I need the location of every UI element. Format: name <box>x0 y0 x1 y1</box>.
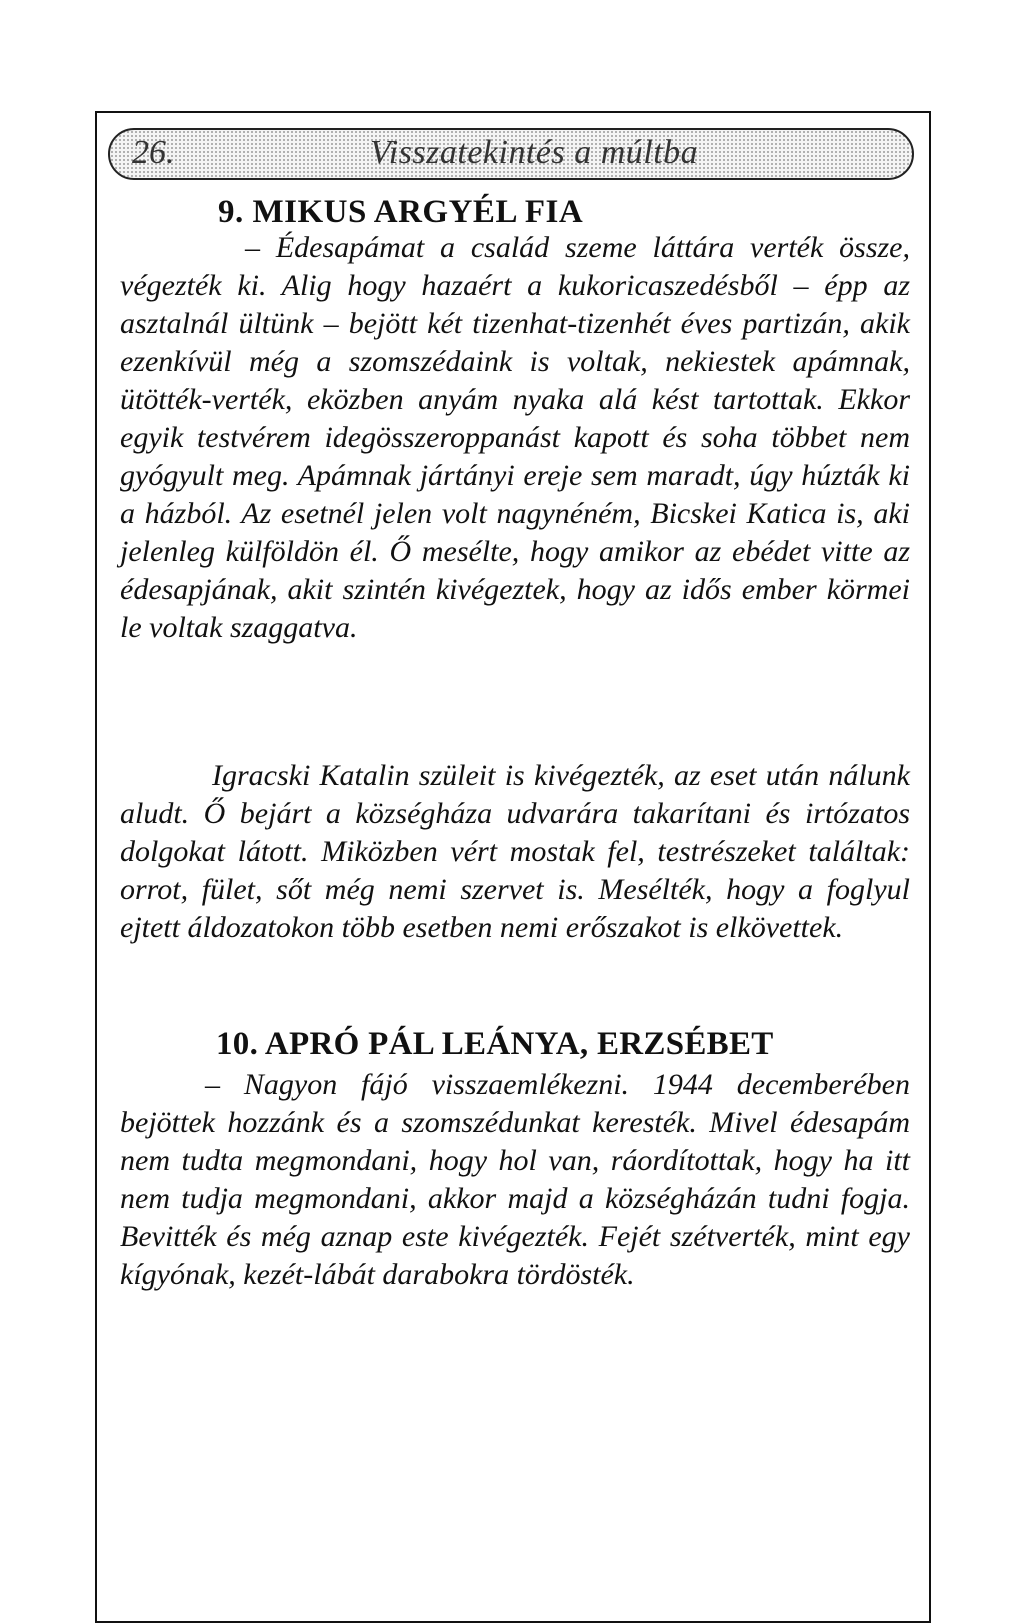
running-title: Visszatekintés a múltba <box>370 134 699 171</box>
paragraph: Igracski Katalin szüleit is kivégezték, az eset után nálunk aludt. Ő bejárt a községháza udvarára takarítani és irtózatos dolgokat látott. Miközben vért mostak fel, testrészeket találtak: orrot, fület, sőt még nemi szervet is. Mesélték, hogy a foglyul ejtett áldozatokon több esetben nemi erőszakot is elkövettek. <box>120 759 910 944</box>
section-heading: 10. APRÓ PÁL LEÁNYA, ERZSÉBET <box>216 1026 774 1062</box>
paragraph: – Édesapámat a család szeme láttára verték össze, végezték ki. Alig hogy hazaért a kukoricaszedésből – épp az asztalnál ültünk – bejött két tizenhat-tizenhét éves partizán, akik ezenkívül még a szomszédaink is voltak, nekiestek apámnak, ütötték-verték, eközben anyám nyaka alá kést tartottak. Ekkor egyik testvérem idegösszeroppanást kapott és soha többet nem gyógyult meg. Apámnak jártányi ereje sem maradt, úgy húzták ki a házból. Az esetnél jelen volt nagynéném, Bicskei Katica is, aki jelenleg külföldön él. Ő mesélte, hogy amikor az ebédet vitte az édesapjának, akit szintén kivégeztek, hogy az idős ember körmei le voltak szaggatva. <box>120 231 910 644</box>
page-number: 26. <box>132 134 175 171</box>
paragraph: – Nagyon fájó visszaemlékezni. 1944 decemberében bejöttek hozzánk és a szomszédunkat keresték. Mivel édesapám nem tudta megmondani, hogy hol van, ráordítottak, hogy ha itt nem tudja megmondani, akkor majd a községházán tudni fogja. Bevitték és még aznap este kivégezték. Fejét szétverték, mint egy kígyónak, kezét-lábát darabokra tördösték. <box>120 1068 910 1291</box>
section-heading: 9. MIKUS ARGYÉL FIA <box>218 194 584 230</box>
running-header <box>108 128 914 180</box>
